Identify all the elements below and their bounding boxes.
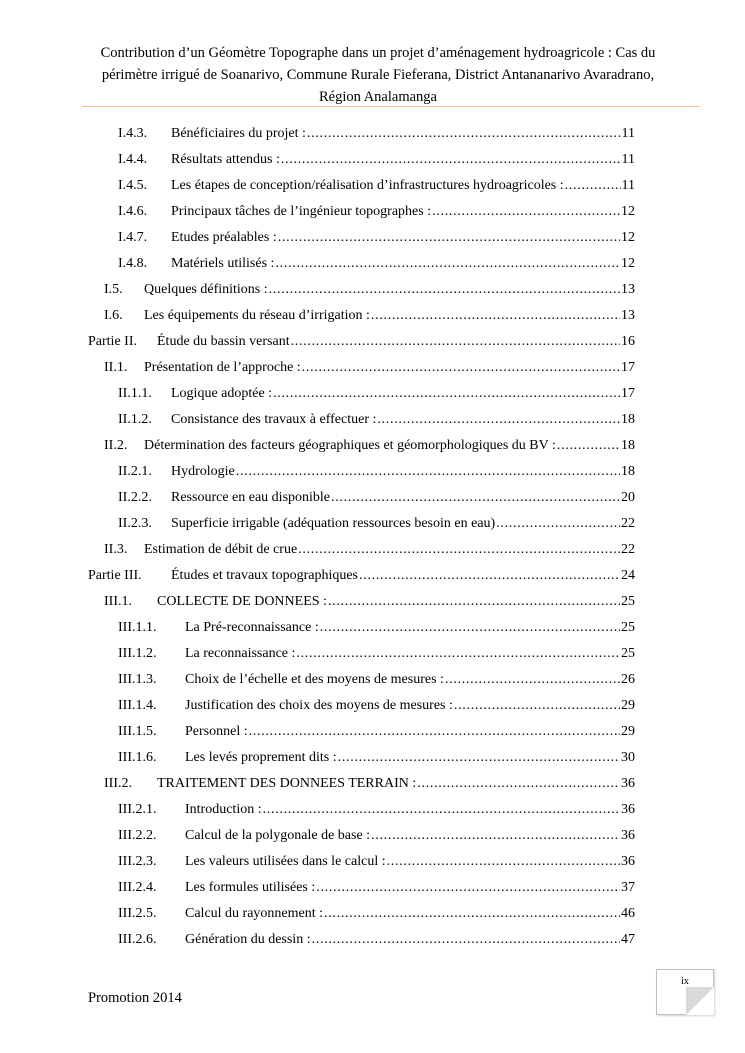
toc-entry-title: Estimation de débit de crue bbox=[144, 542, 298, 557]
toc-entry-number: Partie III. bbox=[88, 568, 142, 583]
toc-entry-title: Matériels utilisés : bbox=[171, 256, 275, 271]
toc-entry-number: II.2. bbox=[104, 438, 128, 453]
toc-entry-number: III.2.3. bbox=[118, 854, 157, 869]
toc-entry-page: 18 bbox=[621, 438, 635, 453]
toc-entry[interactable] bbox=[104, 540, 635, 560]
page-number: ix bbox=[681, 976, 689, 987]
toc-entry-number: I.4.8. bbox=[118, 256, 148, 271]
toc-entry-title: Présentation de l’approche : bbox=[144, 360, 301, 375]
toc-entry[interactable] bbox=[118, 150, 635, 170]
toc-entry[interactable] bbox=[118, 722, 635, 742]
toc-entry-page: 36 bbox=[621, 828, 635, 843]
toc-entry-page: 13 bbox=[621, 308, 635, 323]
toc-dot-leader bbox=[496, 514, 620, 534]
header-line-1: Contribution d’un Géomètre Topographe dans un projet d’aménagement hydroagricole : Cas du bbox=[100, 45, 656, 61]
toc-entry-page: 11 bbox=[621, 126, 635, 141]
page-curl-decoration bbox=[686, 987, 714, 1015]
toc-entry-title: Justification des choix des moyens de mesures : bbox=[185, 698, 453, 713]
toc-entry-title: Ressource en eau disponible bbox=[171, 490, 331, 505]
toc-entry-title: Consistance des travaux à effectuer : bbox=[171, 412, 377, 427]
toc-entry[interactable] bbox=[118, 124, 635, 144]
toc-entry[interactable] bbox=[118, 904, 635, 924]
toc-dot-leader bbox=[312, 930, 620, 950]
toc-entry-page: 17 bbox=[621, 360, 635, 375]
toc-entry-page: 46 bbox=[621, 906, 635, 921]
toc-entry-number: I.6. bbox=[104, 308, 123, 323]
toc-dot-leader bbox=[417, 774, 620, 794]
toc-entry-page: 29 bbox=[621, 724, 635, 739]
toc-entry-page: 16 bbox=[621, 334, 635, 349]
toc-entry-page: 24 bbox=[621, 568, 635, 583]
toc-entry-page: 11 bbox=[621, 178, 635, 193]
toc-entry-page: 37 bbox=[621, 880, 635, 895]
toc-entry[interactable] bbox=[118, 462, 635, 482]
toc-dot-leader bbox=[291, 332, 620, 352]
toc-entry[interactable] bbox=[118, 228, 635, 248]
toc-entry[interactable] bbox=[118, 748, 635, 768]
toc-dot-leader bbox=[371, 826, 620, 846]
toc-entry[interactable] bbox=[118, 930, 635, 950]
toc-entry-page: 25 bbox=[621, 620, 635, 635]
toc-entry-page: 12 bbox=[621, 256, 635, 271]
toc-entry-page: 11 bbox=[621, 152, 635, 167]
toc-dot-leader bbox=[359, 566, 620, 586]
toc-entry[interactable] bbox=[118, 176, 635, 196]
toc-dot-leader bbox=[249, 722, 620, 742]
toc-entry-page: 25 bbox=[621, 646, 635, 661]
toc-entry-page: 12 bbox=[621, 204, 635, 219]
toc-entry-title: Principaux tâches de l’ingénieur topographes : bbox=[171, 204, 432, 219]
toc-entry-title: Étude du bassin versant bbox=[157, 334, 290, 349]
toc-entry[interactable] bbox=[118, 644, 635, 664]
toc-entry-title: Hydrologie bbox=[171, 464, 235, 479]
toc-entry-number: I.4.4. bbox=[118, 152, 148, 167]
toc-entry[interactable] bbox=[118, 670, 635, 690]
toc-entry-number: II.2.3. bbox=[118, 516, 152, 531]
toc-entry-page: 30 bbox=[621, 750, 635, 765]
toc-dot-leader bbox=[338, 748, 620, 768]
toc-dot-leader bbox=[445, 670, 620, 690]
toc-entry[interactable] bbox=[88, 566, 635, 586]
toc-entry-number: I.4.6. bbox=[118, 204, 148, 219]
toc-entry-number: III.1.6. bbox=[118, 750, 157, 765]
toc-dot-leader bbox=[387, 852, 620, 872]
toc-dot-leader bbox=[316, 878, 620, 898]
toc-entry-number: III.2.6. bbox=[118, 932, 157, 947]
toc-dot-leader bbox=[454, 696, 620, 716]
toc-entry-title: Études et travaux topographiques bbox=[171, 568, 359, 583]
toc-entry-title: Calcul du rayonnement : bbox=[185, 906, 324, 921]
toc-entry-page: 13 bbox=[621, 282, 635, 297]
toc-entry-number: III.2.1. bbox=[118, 802, 157, 817]
header-divider bbox=[82, 106, 700, 107]
toc-entry[interactable] bbox=[88, 332, 635, 352]
toc-entry-title: Personnel : bbox=[185, 724, 248, 739]
toc-entry[interactable] bbox=[118, 254, 635, 274]
toc-entry[interactable] bbox=[104, 774, 635, 794]
toc-entry-number: II.2.1. bbox=[118, 464, 152, 479]
toc-dot-leader bbox=[307, 124, 621, 144]
toc-entry-number: II.3. bbox=[104, 542, 128, 557]
toc-entry[interactable] bbox=[118, 826, 635, 846]
toc-dot-leader bbox=[565, 176, 621, 196]
toc-entry[interactable] bbox=[118, 800, 635, 820]
toc-entry-number: III.1.1. bbox=[118, 620, 157, 635]
toc-entry[interactable] bbox=[104, 358, 635, 378]
toc-entry-title: Détermination des facteurs géographiques et géomorphologiques du BV : bbox=[144, 438, 556, 453]
toc-entry[interactable] bbox=[104, 436, 635, 456]
toc-entry[interactable] bbox=[118, 384, 635, 404]
toc-dot-leader bbox=[377, 410, 620, 430]
toc-entry-page: 26 bbox=[621, 672, 635, 687]
toc-dot-leader bbox=[298, 540, 620, 560]
toc-dot-leader bbox=[278, 228, 620, 248]
toc-entry-page: 47 bbox=[621, 932, 635, 947]
toc-entry-page: 36 bbox=[621, 802, 635, 817]
toc-entry-number: III.1.2. bbox=[118, 646, 157, 661]
toc-entry-page: 17 bbox=[621, 386, 635, 401]
toc-entry[interactable] bbox=[118, 202, 635, 222]
toc-entry-number: III.2. bbox=[104, 776, 132, 791]
toc-dot-leader bbox=[296, 644, 620, 664]
toc-dot-leader bbox=[557, 436, 620, 456]
toc-entry-number: III.1.5. bbox=[118, 724, 157, 739]
toc-dot-leader bbox=[273, 384, 620, 404]
toc-entry-title: Résultats attendus : bbox=[171, 152, 280, 167]
toc-dot-leader bbox=[432, 202, 620, 222]
toc-entry-title: La Pré-reconnaissance : bbox=[185, 620, 319, 635]
toc-dot-leader bbox=[302, 358, 620, 378]
toc-entry-title: Les étapes de conception/réalisation d’infrastructures hydroagricoles : bbox=[171, 178, 564, 193]
toc-entry-title: Etudes préalables : bbox=[171, 230, 277, 245]
header-line-2: périmètre irrigué de Soanarivo, Commune Rurale Fieferana, District Antananarivo Avaradrano, bbox=[101, 67, 655, 83]
toc-dot-leader bbox=[371, 306, 620, 326]
toc-entry[interactable] bbox=[118, 878, 635, 898]
toc-entry[interactable] bbox=[104, 280, 635, 300]
toc-entry-page: 22 bbox=[621, 516, 635, 531]
toc-entry-number: III.2.2. bbox=[118, 828, 157, 843]
toc-entry[interactable] bbox=[118, 410, 635, 430]
toc-entry-number: I.4.3. bbox=[118, 126, 148, 141]
toc-entry-title: Introduction : bbox=[185, 802, 262, 817]
toc-entry-title: Bénéficiaires du projet : bbox=[171, 126, 306, 141]
toc-entry-number: II.1.1. bbox=[118, 386, 152, 401]
header-line-3: Région Analamanga bbox=[319, 89, 437, 105]
toc-entry-number: II.1. bbox=[104, 360, 128, 375]
toc-entry-page: 12 bbox=[621, 230, 635, 245]
toc-dot-leader bbox=[263, 800, 620, 820]
toc-entry[interactable] bbox=[118, 488, 635, 508]
toc-entry-number: I.4.5. bbox=[118, 178, 148, 193]
toc-entry-title: Logique adoptée : bbox=[171, 386, 273, 401]
toc-entry-page: 22 bbox=[621, 542, 635, 557]
toc-entry-number: III.1. bbox=[104, 594, 132, 609]
toc-entry-title: Quelques définitions : bbox=[144, 282, 268, 297]
toc-dot-leader bbox=[281, 150, 621, 170]
toc-entry-page: 36 bbox=[621, 776, 635, 791]
toc-entry[interactable] bbox=[118, 514, 635, 534]
toc-dot-leader bbox=[324, 904, 620, 924]
toc-entry[interactable] bbox=[118, 696, 635, 716]
toc-entry-title: Calcul de la polygonale de base : bbox=[185, 828, 371, 843]
toc-entry-page: 18 bbox=[621, 412, 635, 427]
toc-entry-number: III.1.4. bbox=[118, 698, 157, 713]
running-header bbox=[88, 42, 668, 108]
toc-entry-number: III.2.4. bbox=[118, 880, 157, 895]
toc-entry[interactable] bbox=[118, 852, 635, 872]
toc-dot-leader bbox=[328, 592, 620, 612]
toc-entry-title: La reconnaissance : bbox=[185, 646, 296, 661]
toc-dot-leader bbox=[331, 488, 620, 508]
toc-entry-title: Les levés proprement dits : bbox=[185, 750, 337, 765]
toc-entry-title: Génération du dessin : bbox=[185, 932, 311, 947]
toc-entry-page: 18 bbox=[621, 464, 635, 479]
toc-entry-number: II.1.2. bbox=[118, 412, 152, 427]
toc-dot-leader bbox=[275, 254, 620, 274]
footer-text: Promotion 2014 bbox=[88, 990, 182, 1006]
toc-entry-page: 25 bbox=[621, 594, 635, 609]
toc-entry-number: I.5. bbox=[104, 282, 123, 297]
toc-entry-title: TRAITEMENT DES DONNEES TERRAIN : bbox=[157, 776, 417, 791]
toc-entry-number: I.4.7. bbox=[118, 230, 148, 245]
toc-entry-number: III.1.3. bbox=[118, 672, 157, 687]
toc-entry-title: Les formules utilisées : bbox=[185, 880, 316, 895]
toc-entry-title: COLLECTE DE DONNEES : bbox=[157, 594, 327, 609]
toc-entry-title: Choix de l’échelle et des moyens de mesures : bbox=[185, 672, 444, 687]
toc-entry[interactable] bbox=[104, 592, 635, 612]
toc-dot-leader bbox=[269, 280, 620, 300]
toc-entry[interactable] bbox=[118, 618, 635, 638]
toc-dot-leader bbox=[236, 462, 620, 482]
toc-entry[interactable] bbox=[104, 306, 635, 326]
toc-entry-title: Superficie irrigable (adéquation ressources besoin en eau) bbox=[171, 516, 496, 531]
toc-entry-number: III.2.5. bbox=[118, 906, 157, 921]
toc-entry-number: II.2.2. bbox=[118, 490, 152, 505]
toc-entry-page: 36 bbox=[621, 854, 635, 869]
toc-entry-title: Les équipements du réseau d’irrigation : bbox=[144, 308, 370, 323]
toc-entry-page: 20 bbox=[621, 490, 635, 505]
toc-dot-leader bbox=[320, 618, 620, 638]
page-number-box bbox=[656, 969, 714, 1015]
toc-entry-title: Les valeurs utilisées dans le calcul : bbox=[185, 854, 386, 869]
toc-entry-number: Partie II. bbox=[88, 334, 137, 349]
toc-entry-page: 29 bbox=[621, 698, 635, 713]
